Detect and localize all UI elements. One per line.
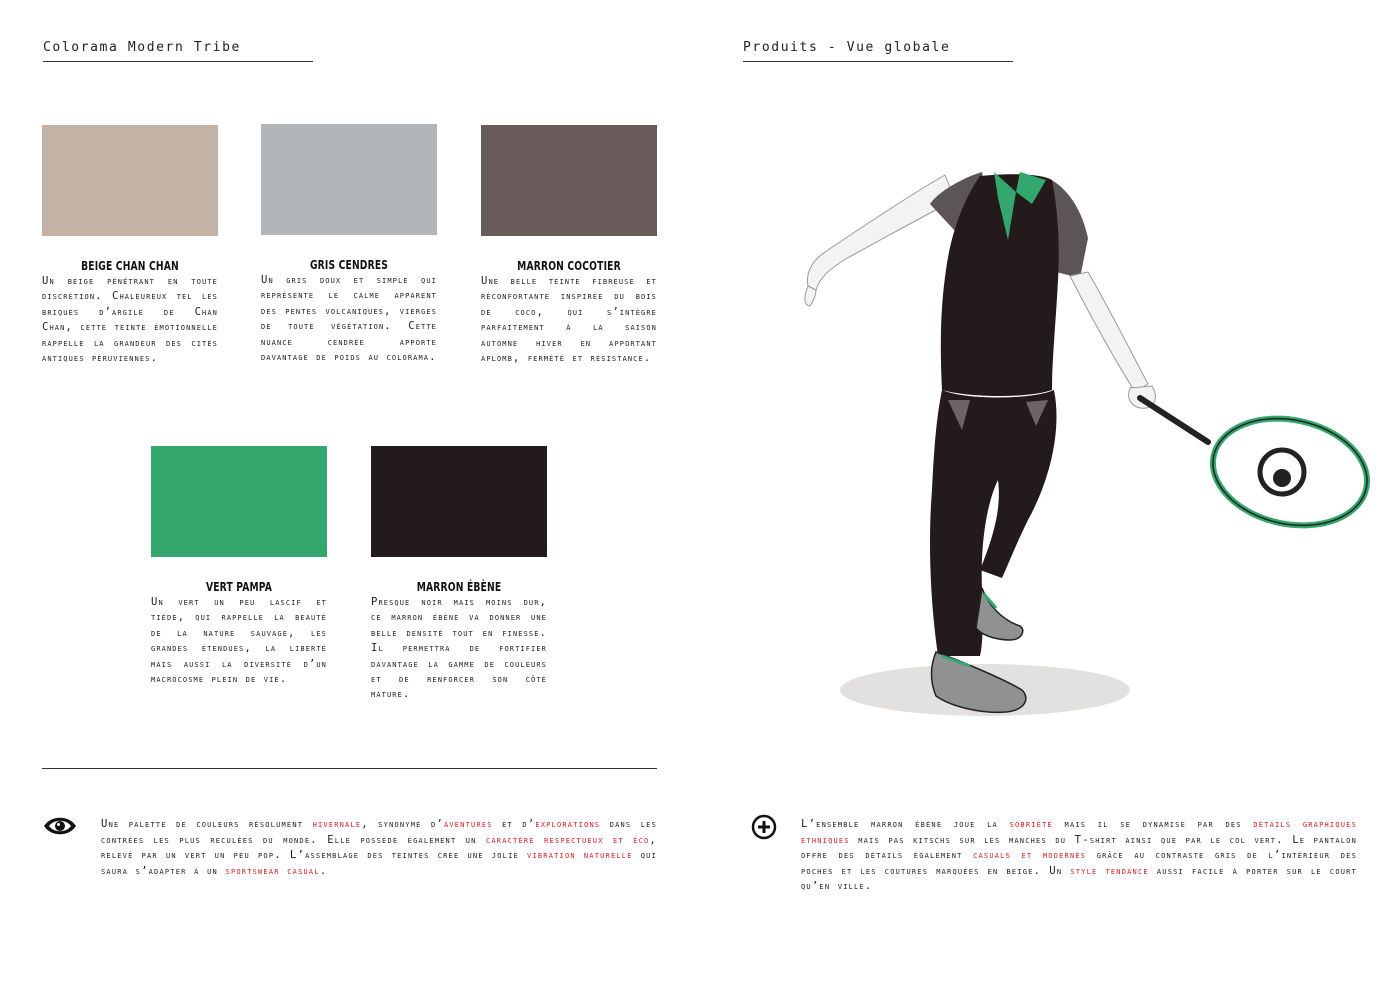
plus-circle-icon <box>751 814 777 844</box>
product-description <box>801 817 1357 895</box>
eye-icon <box>43 814 77 842</box>
swatch-card-beige <box>42 125 218 366</box>
section-title-produits: Produits - Vue globale <box>743 40 1013 62</box>
swatch-card-ebene <box>371 446 547 703</box>
swatch-description-gris: Un gris doux et simple qui représente le calme apparent des pentes volcaniques, vierges de toute végétation. Cette nuance cendrée apporte davantage de poids au colorama. <box>261 274 437 364</box>
highlighted-keyword: sportswear casual <box>225 864 320 877</box>
color-swatch-gris <box>261 124 437 235</box>
text-segment: , synonyme d’ <box>361 818 444 830</box>
section-title-colorama: Colorama Modern Tribe <box>43 40 313 62</box>
highlighted-keyword: vibration naturelle <box>527 849 633 862</box>
color-swatch-vert <box>151 446 327 557</box>
highlighted-keyword: détails graphiques ethniques <box>801 818 1358 846</box>
text-segment: mais il se dynamise par des <box>1052 818 1254 830</box>
highlighted-keyword: caractère respectueux et éco <box>485 833 650 846</box>
racket-handle <box>1140 398 1208 442</box>
text-segment: dans les contrées les plus reculées du monde. Elle possède également un <box>101 818 657 846</box>
color-swatch-cocotier <box>481 125 657 236</box>
palette-description <box>101 817 657 879</box>
swatch-description-ebene: Presque noir mais moins dur, ce marron ébène va donner une belle densité tout en finesse. Il permettra de fortifier davantage la gamme de couleurs et de renforcer son côté mature. <box>371 596 547 701</box>
swatch-description-cocotier: Une belle teinte fibreuse et réconfortante inspirée du bois de coco, qui s’intègre parfaitement à la saison automne hiver en apportant aplomb, fermété et résistance. <box>481 275 657 365</box>
swatch-name-gris: GRIS CENDRES <box>309 258 389 272</box>
color-swatch-ebene <box>371 446 547 557</box>
swatch-name-vert: VERT PAMPA <box>205 580 273 594</box>
racket-logo-inner <box>1273 469 1291 487</box>
right-page <box>700 0 1400 990</box>
highlighted-keyword: sobriété <box>1009 818 1053 830</box>
right-arm <box>1070 272 1148 392</box>
highlighted-keyword: style tendance <box>1070 864 1149 877</box>
text-segment: aussi facile à porter sur le court qu’en ville. <box>801 864 1357 893</box>
text-segment: qui saura s’adapter à un <box>101 849 657 877</box>
text-segment: Une palette de couleurs résolument <box>101 818 313 830</box>
tennis-outfit-illustration <box>770 100 1390 740</box>
section-divider <box>42 768 657 769</box>
swatch-name-beige: BEIGE CHAN CHAN <box>81 259 179 273</box>
text-segment: , relevé par un vert un peu pop. L’assemblage des teintes crée une jolie <box>101 833 657 862</box>
swatch-name-ebene: MARRON ÉBÈNE <box>416 580 502 594</box>
swatch-description-beige: Un beige pénétrant en toute discrétion. Chaleureux tel les briques d’argile de Chan Chan, cette teinte émotionnelle rappelle la grandeur des cités antiques péruviennes. <box>42 275 218 365</box>
swatch-description-vert: Un vert un peu lascif et tiède, qui rappelle la beauté de la nature sauvage, les grandes étendues, la liberté mais aussi la diversité d’un macrocosme plein de vie. <box>151 596 327 686</box>
text-segment: . <box>319 864 328 877</box>
swatch-card-gris <box>261 124 437 365</box>
left-hand <box>805 286 816 306</box>
highlighted-keyword: explorations <box>535 818 601 830</box>
swatch-card-cocotier <box>481 125 657 366</box>
text-segment: et d’ <box>492 818 536 830</box>
text-segment: mais pas kitschs sur les manches du T-shirt ainsi que par le col vert. Le pantalon offre des détails également <box>801 833 1357 862</box>
swatch-card-vert <box>151 446 327 687</box>
text-segment: L’ensemble marron ébène joue la <box>801 818 1010 830</box>
left-arm <box>807 175 955 290</box>
text-segment: grâce au contraste gris de l’intérieur des poches et les coutures marquées en beige. Un <box>801 849 1357 877</box>
highlighted-keyword: aventures <box>443 818 493 830</box>
back-shoe <box>976 588 1023 640</box>
highlighted-keyword: casuals et modernes <box>973 849 1087 862</box>
color-swatch-beige <box>42 125 218 236</box>
swatch-name-cocotier: MARRON COCOTIER <box>517 259 621 273</box>
highlighted-keyword: hivernale <box>312 818 362 830</box>
